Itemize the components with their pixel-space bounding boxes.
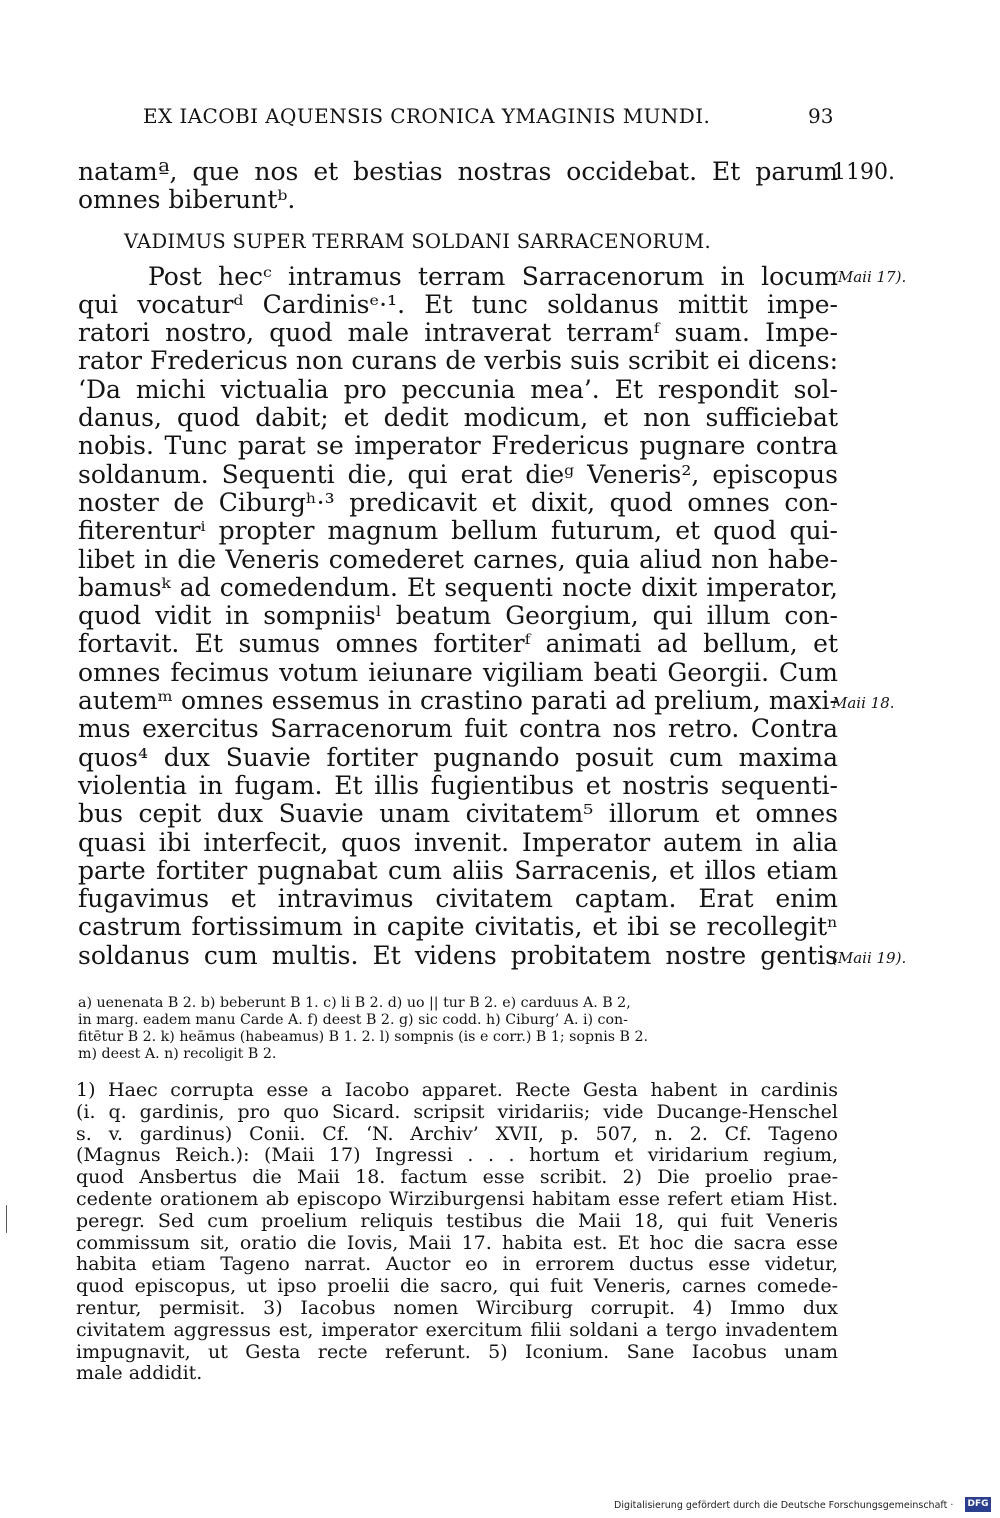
footnote-line: habita etiam Tageno narrat. Auctor eo in errorem ductus esse videtur,	[76, 1253, 838, 1276]
footnotes	[76, 1080, 838, 1385]
footnote-line: commissum sit, oratio die Iovis, Maii 17. habita est. Et hoc die sacra esse	[76, 1231, 838, 1254]
text-line: natamª, que nos et bestias nostras occidebat. Et parum	[78, 157, 838, 186]
margin-date: Maii 18.	[832, 694, 895, 712]
footnote-line: impugnavit, ut Gesta recte referunt. 5) Iconium. Sane Iacobus unam	[76, 1340, 838, 1363]
apparatus-line: in marg. eadem manu Carde A. f) deest B 2. g) sic codd. h) Ciburg’ A. i) con-	[78, 1012, 628, 1028]
margin-year: 1190.	[832, 160, 895, 185]
text-line: danus, quod dabit; et dedit modicum, et non sufficiebat	[78, 403, 838, 433]
apparatus-line: m) deest A. n) recoligit B 2.	[78, 1046, 277, 1062]
digitization-credit: Digitalisierung gefördert durch die Deutsche Forschungsgemeinschaft ·	[614, 1500, 954, 1511]
footnote-line: 1) Haec corrupta esse a Iacobo apparet. Recte Gesta habent in cardinis	[76, 1079, 838, 1101]
text-line: quod vidit in sompniisˡ beatum Georgium, qui illum con-	[78, 601, 838, 631]
text-line: libet in die Veneris comederet carnes, quia aliud non habe-	[78, 544, 838, 574]
text-line: bamusᵏ ad comedendum. Et sequenti nocte dixit imperator,	[78, 572, 838, 602]
text-line: autemᵐ omnes essemus in crastino parati ad prelium, maxi-	[78, 686, 838, 716]
text-line: violentia in fugam. Et illis fugientibus et nostris sequenti-	[78, 770, 838, 800]
dfg-logo: DFG	[965, 1497, 991, 1512]
footnote-line: civitatem aggressus est, imperator exercitum filii soldani a tergo invadentem	[76, 1318, 838, 1341]
text-line: fiterenturⁱ propter magnum bellum futurum, et quod qui-	[78, 516, 838, 546]
text-line: mus exercitus Sarracenorum fuit contra nos retro. Contra	[78, 714, 838, 744]
scan-mark	[6, 1205, 7, 1233]
apparatus-line: fitētur B 2. k) heāmus (habeamus) B 1. 2. l) sompnis (is e corr.) B 1; sopnis B 2.	[78, 1029, 649, 1045]
footnote-line: (i. q. gardinis, pro quo Sicard. scripsit viridariis; vide Ducange-Henschel	[76, 1100, 838, 1123]
text-line: Post hecᶜ intramus terram Sarracenorum in locum	[148, 261, 838, 291]
footnote-line: (Magnus Reich.): (Maii 17) Ingressi . . . hortum et viridarium regium,	[76, 1144, 838, 1167]
text-line: soldanum. Sequenti die, qui erat dieᵍ Veneris², episcopus	[78, 459, 838, 489]
page-number: 93	[808, 104, 834, 128]
text-line: rator Fredericus non curans de verbis suis scribit ei dicens:	[78, 346, 838, 376]
footnote-line: male addidit.	[76, 1362, 203, 1385]
margin-date: (Maii 17).	[832, 268, 907, 286]
margin-date: (Maii 19).	[832, 949, 907, 967]
main-text	[78, 158, 838, 970]
text-line: castrum fortissimum in capite civitatis, et ibi se recollegitⁿ	[78, 912, 838, 942]
text-line: qui vocaturᵈ Cardinisᵉ·¹. Et tunc soldanus mittit impe-	[78, 289, 838, 319]
apparatus-line: a) uenenata B 2. b) beberunt B 1. c) li B 2. d) uo || tur B 2. e) carduus A. B 2,	[78, 995, 631, 1011]
text-line: ‘Da michi victualia pro peccunia mea’. Et respondit sol-	[78, 374, 838, 404]
footnote-line: rentur, permisit. 3) Iacobus nomen Wirciburg corrupit. 4) Immo dux	[76, 1296, 838, 1319]
text-line: parte fortiter pugnabat cum aliis Sarracenis, et illos etiam	[78, 855, 838, 885]
text-line: ratori nostro, quod male intraverat terramᶠ suam. Impe-	[78, 318, 838, 348]
footnote-line: quod episcopus, ut ipso proelii die sacro, qui fuit Veneris, carnes comede-	[76, 1275, 838, 1298]
text-line: quasi ibi interfecit, quos invenit. Imperator autem in alia	[78, 827, 838, 857]
text-line: fortavit. Et sumus omnes fortiterᶠ animati ad bellum, et	[78, 629, 838, 659]
text-line: soldanus cum multis. Et videns probitatem nostre gentis	[78, 940, 838, 970]
running-head-title: EX IACOBI AQUENSIS CRONICA YMAGINIS MUNDI.	[143, 104, 711, 128]
footnote-line: s. v. gardinus) Conii. Cf. ‘N. Archiv’ XVII, p. 507, n. 2. Cf. Tageno	[76, 1122, 838, 1145]
critical-apparatus	[78, 995, 838, 1063]
footnote-line: quod Ansbertus die Maii 18. factum esse scribit. 2) Die proelio prae-	[76, 1166, 838, 1189]
section-heading: VADIMUS SUPER TERRAM SOLDANI SARRACENORUM.	[124, 229, 711, 253]
running-head	[0, 100, 1000, 140]
text-line: noster de Ciburgʰ·³ predicavit et dixit, quod omnes con-	[78, 487, 838, 517]
footnote-line: peregr. Sed cum proelium reliquis testibus die Maii 18, qui fuit Veneris	[76, 1209, 838, 1232]
text-line: omnes fecimus votum ieiunare vigiliam beati Georgii. Cum	[78, 657, 838, 687]
footnote-line: cedente orationem ab episcopo Wirziburgensi habitam esse refert etiam Hist.	[76, 1187, 838, 1210]
text-line: quos⁴ dux Suavie fortiter pugnando posuit cum maxima	[78, 742, 838, 772]
text-line: omnes biberuntᵇ.	[78, 185, 296, 215]
text-line: nobis. Tunc parat se imperator Fredericus pugnare contra	[78, 431, 838, 461]
text-line: bus cepit dux Suavie unam civitatem⁵ illorum et omnes	[78, 799, 838, 829]
text-line: fugavimus et intravimus civitatem captam. Erat enim	[78, 884, 838, 914]
